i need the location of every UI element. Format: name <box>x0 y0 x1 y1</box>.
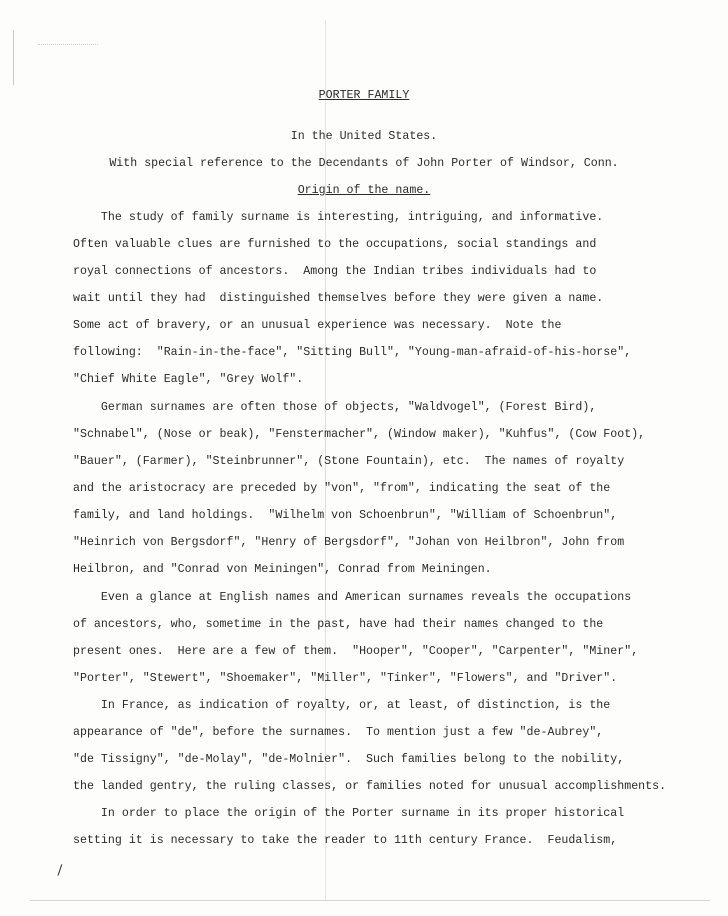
text-line: "Bauer", (Farmer), "Steinbrunner", (Stone Fountain), etc. The names of royalty <box>73 455 625 468</box>
scan-smudge <box>38 44 98 53</box>
text-line: of ancestors, who, sometime in the past, have had their names changed to the <box>73 618 604 631</box>
text-line: The study of family surname is interesting, intriguing, and informative. <box>73 211 604 224</box>
text-line: In order to place the origin of the Porter surname in its proper historical <box>73 807 625 820</box>
text-line: setting it is necessary to take the reader to 11th century France. Feudalism, <box>73 834 618 847</box>
text-line: family, and land holdings. "Wilhelm von Schoenbrun", "William of Schoenbrun", <box>73 509 618 522</box>
text-line: Heilbron, and "Conrad von Meiningen", Conrad from Meiningen. <box>73 563 492 576</box>
scan-bottom-edge <box>30 900 710 901</box>
document-subtitle: In the United States. <box>290 130 438 143</box>
text-line: "Schnabel", (Nose or beak), "Fenstermacher", (Window maker), "Kuhfus", (Cow Foot), <box>73 428 646 441</box>
text-line: Even a glance at English names and American surnames reveals the occupations <box>73 591 632 604</box>
text-line: "Heinrich von Bergsdorf", "Henry of Bergsdorf", "Johan von Heilbron", John from <box>73 536 625 549</box>
text-line: "Chief White Eagle", "Grey Wolf". <box>73 373 304 386</box>
text-line: "Porter", "Stewert", "Shoemaker", "Miller", "Tinker", "Flowers", and "Driver". <box>73 672 618 685</box>
text-line: In France, as indication of royalty, or, at least, of distinction, is the <box>73 699 611 712</box>
text-line: following: "Rain-in-the-face", "Sitting Bull", "Young-man-afraid-of-his-horse", <box>73 346 632 359</box>
text-line: and the aristocracy are preceded by "von", "from", indicating the seat of the <box>73 482 611 495</box>
text-line: Often valuable clues are furnished to the occupations, social standings and <box>73 238 597 251</box>
text-line: royal connections of ancestors. Among the Indian tribes individuals had to <box>73 265 597 278</box>
document-title: PORTER FAMILY <box>318 89 410 102</box>
text-line: German surnames are often those of objects, "Waldvogel", (Forest Bird), <box>73 401 597 414</box>
text-line: appearance of "de", before the surnames. To mention just a few "de-Aubrey", <box>73 726 604 739</box>
scan-edge-mark <box>13 30 14 85</box>
text-line: the landed gentry, the ruling classes, or families noted for unusual accomplishments. <box>73 780 667 793</box>
section-heading: Origin of the name. <box>297 184 431 197</box>
text-line: wait until they had distinguished themselves before they were given a name. <box>73 292 604 305</box>
text-line: Some act of bravery, or an unusual experience was necessary. Note the <box>73 319 562 332</box>
text-line: "de Tissigny", "de-Molay", "de-Molnier". Such families belong to the nobility, <box>73 753 625 766</box>
text-line: present ones. Here are a few of them. "Hooper", "Cooper", "Carpenter", "Miner", <box>73 645 639 658</box>
reference-line: With special reference to the Decendants of John Porter of Windsor, Conn. <box>109 157 619 170</box>
margin-pen-mark: / <box>54 863 66 881</box>
